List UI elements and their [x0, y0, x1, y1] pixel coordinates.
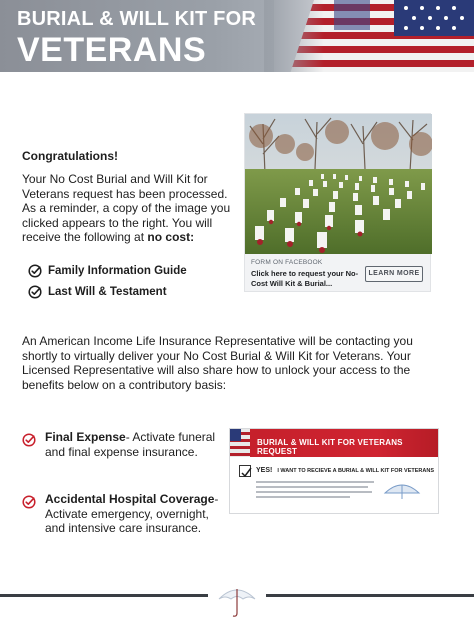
footer-divider-left: [0, 594, 208, 597]
no-cost-emphasis: no cost:: [147, 230, 195, 244]
header-title-line1: BURIAL & WILL KIT FOR: [17, 8, 256, 30]
form-banner-title: BURIAL & WILL KIT FOR VETERANS REQUEST: [257, 438, 403, 456]
list-item: [28, 283, 187, 301]
request-form-thumbnail: [229, 428, 439, 514]
check-circle-icon: [22, 433, 36, 447]
check-circle-icon: [28, 285, 42, 299]
list-item: [28, 262, 187, 280]
footer-divider-right: [266, 594, 474, 597]
form-fine-print: [256, 481, 374, 501]
facebook-ad-card[interactable]: [244, 113, 431, 292]
cemetery-photo: [245, 114, 432, 254]
check-circle-icon: [28, 264, 42, 278]
umbrella-logo-icon: [377, 479, 427, 501]
flag-icon: [230, 429, 250, 457]
benefit-description: - Activate funeral and final expense insurance.: [45, 430, 216, 459]
item-label: Family Information Guide: [48, 265, 187, 277]
benefit-title: Accidental Hospital Coverage: [45, 492, 215, 506]
item-label: Last Will & Testament: [48, 286, 167, 298]
header-title-line2: VETERANS: [17, 31, 207, 69]
representative-paragraph: An American Income Life Insurance Representative will be contacting you shortly to virtually deliver your No Cost Burial & Will Kit for Veterans. Your Licensed Representative will also share how to unlock your access to the benefits below on a contributory basis:: [22, 334, 413, 392]
learn-more-button[interactable]: LEARN MORE: [365, 266, 423, 282]
ad-source-label: FORM ON FACEBOOK: [251, 259, 323, 266]
umbrella-logo-icon: [214, 579, 260, 619]
form-banner: [230, 429, 439, 457]
congrats-heading: Congratulations!: [22, 149, 118, 163]
form-yes-line: YES! I WANT TO RECIEVE A BURIAL & WILL KIT FOR VETERANS: [256, 467, 434, 474]
benefit-title: Final Expense: [45, 430, 126, 444]
benefit-description: - Activate emergency, overnight, and intensive care insurance.: [45, 492, 219, 535]
benefit-item-accidental-hospital: [22, 492, 220, 536]
check-circle-icon: [22, 495, 36, 509]
checkbox-icon: [239, 465, 251, 477]
header-banner: [0, 0, 474, 72]
intro-paragraph: Your No Cost Burial and Will Kit for Veterans request has been processed. As a reminder, a copy of the image you clicked appears to the right. You will receive the following at no cost:: [22, 172, 231, 244]
benefit-item-final-expense: [22, 430, 220, 459]
included-items-list: [28, 262, 187, 304]
ad-headline-link[interactable]: Click here to request your No-Cost Will Kit & Burial...: [251, 269, 359, 288]
